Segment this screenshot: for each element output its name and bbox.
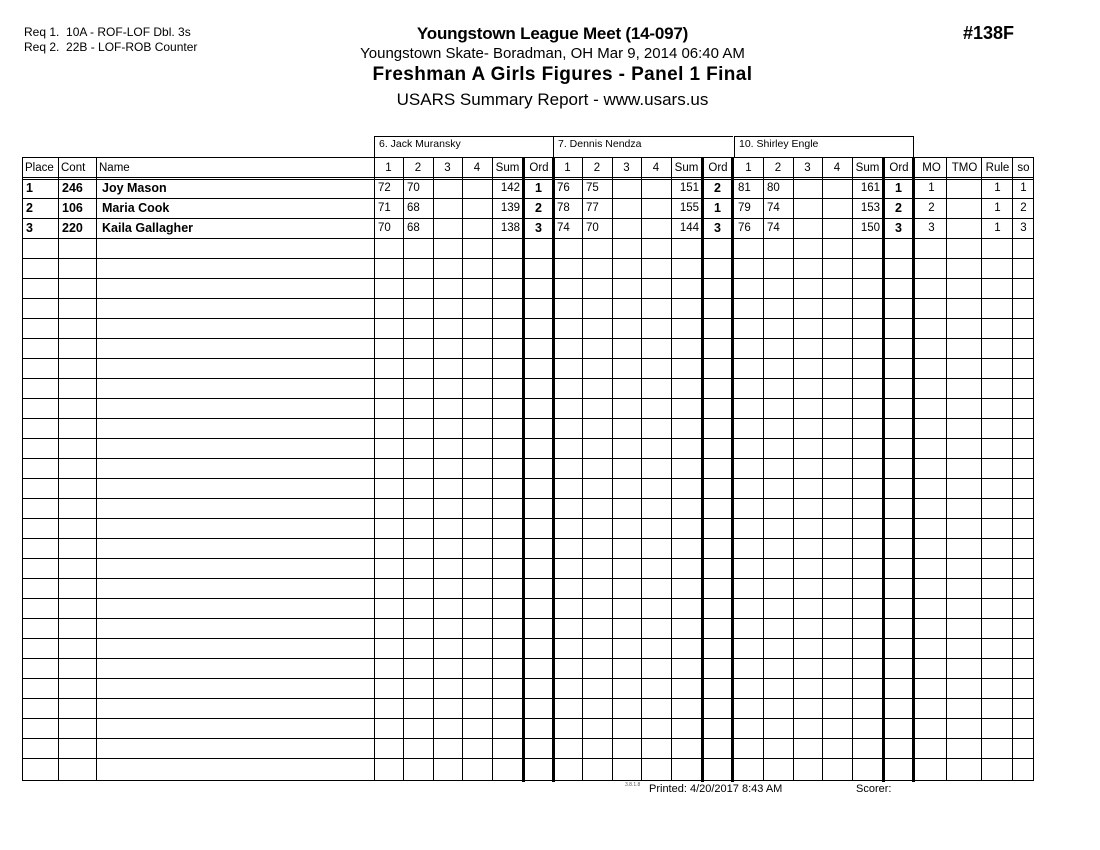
cell-judge-1-s3 [434, 178, 462, 198]
judge-2-header-2: 2 [593, 162, 601, 174]
judge-1-header-4: 4 [473, 162, 481, 174]
event-title: Freshman A Girls Figures - Panel 1 Final [372, 64, 753, 85]
column-divider [612, 157, 613, 781]
requirement-1 [24, 25, 191, 39]
cell-judge-2-ord: 3 [714, 221, 721, 235]
cell-judge-1-s2: 70 [407, 182, 420, 194]
cell-mo: 1 [928, 182, 935, 194]
cell-judge-1-ord: 2 [535, 201, 542, 215]
cell-judge-3-s1: 76 [738, 222, 751, 234]
requirement-1-label: Req 1. [24, 25, 60, 39]
judge-box-side [913, 136, 914, 157]
cell-judge-3-s4 [823, 218, 852, 238]
cell-so: 1 [1020, 182, 1027, 194]
column-divider [1033, 157, 1034, 781]
column-divider [671, 157, 672, 781]
cell-judge-3-s2: 80 [767, 182, 780, 194]
cell-judge-1-s3 [434, 198, 462, 218]
column-header-cont: Cont [61, 162, 86, 174]
cell-tmo [948, 218, 981, 238]
requirement-2 [24, 40, 197, 54]
event-number: #138F [963, 23, 1015, 43]
cell-cont: 220 [62, 221, 83, 235]
cell-judge-3-s3 [794, 178, 822, 198]
version-label: 3.8.1.8 [625, 782, 641, 788]
judge-name: 10. Shirley Engle [739, 138, 819, 150]
judge-1-header-2: 2 [414, 162, 422, 174]
cell-judge-1-s4 [463, 198, 492, 218]
column-divider [763, 157, 764, 781]
cell-judge-3-s1: 79 [738, 202, 751, 214]
cell-judge-2-sum: 155 [679, 202, 699, 214]
cell-judge-3-sum: 150 [860, 222, 880, 234]
cell-judge-3-s3 [794, 218, 822, 238]
column-header-so: so [1017, 162, 1030, 174]
column-header-rule: Rule [985, 162, 1010, 174]
cell-judge-3-sum: 161 [860, 182, 880, 194]
column-divider [822, 157, 823, 781]
judge-2-header-4: 4 [652, 162, 660, 174]
requirement-2-text: 22B - LOF-ROB Counter [66, 40, 198, 54]
column-divider [793, 157, 794, 781]
column-header-mo: MO [922, 162, 941, 174]
cell-tmo [948, 178, 981, 198]
column-divider [96, 157, 97, 781]
column-divider [641, 157, 642, 781]
column-divider-thick [701, 157, 704, 782]
column-divider [58, 157, 59, 781]
cell-judge-1-s2: 68 [407, 202, 420, 214]
cell-judge-2-s3 [613, 198, 641, 218]
cell-rule: 1 [994, 222, 1001, 234]
column-divider [852, 157, 853, 781]
cell-judge-1-ord: 3 [535, 221, 542, 235]
cell-name: Maria Cook [102, 201, 170, 215]
cell-judge-2-sum: 151 [679, 182, 699, 194]
column-divider-thick [731, 157, 734, 782]
cell-judge-3-s4 [823, 198, 852, 218]
cell-judge-3-sum: 153 [860, 202, 880, 214]
column-divider [433, 157, 434, 781]
cell-judge-2-s4 [642, 178, 671, 198]
column-divider [403, 157, 404, 781]
column-divider [492, 157, 493, 781]
judge-3-header-2: 2 [774, 162, 782, 174]
column-divider [582, 157, 583, 781]
venue-line: Youngstown Skate- Boradman, OH Mar 9, 2014 06:40 AM [360, 45, 745, 62]
cell-rule: 1 [994, 182, 1001, 194]
cell-judge-2-s2: 75 [586, 182, 599, 194]
column-divider [1012, 157, 1013, 781]
judge-1-header-1: 1 [385, 162, 392, 174]
judge-1-header-sum: Sum [495, 162, 520, 174]
column-divider-thick [912, 157, 915, 782]
cell-judge-1-s4 [463, 218, 492, 238]
judge-1-header-ord: Ord [529, 162, 549, 174]
scorer-label: Scorer: [856, 783, 892, 795]
judge-name: 7. Dennis Nendza [558, 138, 642, 150]
cell-place: 1 [26, 181, 33, 195]
cell-place: 2 [26, 201, 33, 215]
cell-judge-2-s1: 76 [557, 182, 570, 194]
cell-judge-3-s3 [794, 198, 822, 218]
cell-judge-2-s2: 77 [586, 202, 599, 214]
cell-judge-2-s2: 70 [586, 222, 599, 234]
meet-title: Youngstown League Meet (14-097) [416, 24, 689, 43]
report-title: USARS Summary Report - www.usars.us [396, 90, 709, 109]
cell-judge-1-s2: 68 [407, 222, 420, 234]
cell-mo: 2 [928, 202, 935, 214]
judge-name: 6. Jack Muransky [379, 138, 461, 150]
cell-judge-2-ord: 2 [714, 181, 721, 195]
cell-judge-2-s1: 74 [557, 222, 570, 234]
column-divider [22, 157, 23, 781]
cell-judge-1-sum: 142 [500, 182, 520, 194]
cell-cont: 106 [62, 201, 83, 215]
cell-judge-1-s3 [434, 218, 462, 238]
cell-judge-1-s1: 72 [378, 182, 391, 194]
cell-cont: 246 [62, 181, 83, 195]
cell-judge-3-s1: 81 [738, 182, 751, 194]
column-divider-thick [522, 157, 525, 782]
column-divider-thick [552, 157, 555, 782]
cell-place: 3 [26, 221, 33, 235]
cell-tmo [948, 198, 981, 218]
column-divider [462, 157, 463, 781]
judge-3-header-3: 3 [804, 162, 811, 174]
cell-judge-3-s4 [823, 178, 852, 198]
cell-judge-3-s2: 74 [767, 202, 780, 214]
cell-judge-1-sum: 138 [500, 222, 520, 234]
cell-judge-3-ord: 3 [895, 221, 902, 235]
column-header-name: Name [99, 162, 130, 174]
judge-3-header-4: 4 [833, 162, 841, 174]
column-header-tmo: TMO [951, 162, 978, 174]
cell-judge-2-s4 [642, 218, 671, 238]
judge-3-header-sum: Sum [855, 162, 880, 174]
cell-mo: 3 [928, 222, 935, 234]
column-divider [981, 157, 982, 781]
column-divider-thick [882, 157, 885, 782]
cell-rule: 1 [994, 202, 1001, 214]
column-divider [946, 157, 947, 781]
cell-judge-1-sum: 139 [500, 202, 520, 214]
judge-2-header-ord: Ord [708, 162, 728, 174]
cell-judge-3-s2: 74 [767, 222, 780, 234]
cell-judge-1-ord: 1 [535, 181, 542, 195]
cell-judge-2-s1: 78 [557, 202, 570, 214]
cell-name: Kaila Gallagher [102, 221, 194, 235]
judge-2-header-sum: Sum [674, 162, 699, 174]
cell-judge-2-ord: 1 [714, 201, 721, 215]
cell-name: Joy Mason [102, 181, 167, 195]
cell-judge-3-ord: 1 [895, 181, 902, 195]
cell-judge-2-s3 [613, 218, 641, 238]
cell-judge-2-sum: 144 [679, 222, 699, 234]
printed-timestamp: Printed: 4/20/2017 8:43 AM [649, 783, 783, 795]
cell-judge-3-ord: 2 [895, 201, 902, 215]
judge-3-header-ord: Ord [889, 162, 909, 174]
judge-1-header-3: 3 [444, 162, 451, 174]
requirement-1-text: 10A - ROF-LOF Dbl. 3s [66, 25, 191, 39]
cell-so: 2 [1020, 202, 1027, 214]
cell-judge-2-s4 [642, 198, 671, 218]
column-divider [374, 157, 375, 781]
cell-so: 3 [1020, 222, 1027, 234]
cell-judge-1-s1: 70 [378, 222, 391, 234]
cell-judge-2-s3 [613, 178, 641, 198]
requirement-2-label: Req 2. [24, 40, 60, 54]
judge-2-header-3: 3 [623, 162, 630, 174]
column-header-place: Place [25, 162, 54, 174]
cell-judge-1-s1: 71 [378, 202, 391, 214]
cell-judge-1-s4 [463, 178, 492, 198]
judge-2-header-1: 1 [564, 162, 571, 174]
judge-3-header-1: 1 [745, 162, 752, 174]
